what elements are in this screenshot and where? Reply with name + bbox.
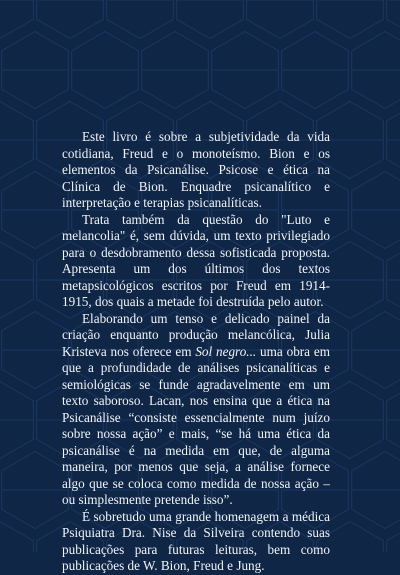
paragraph-4: É sobretudo uma grande homenagem a médica Psiquiatra Dra. Nise da Silveira contendo suas publicações para futuras leituras, bem como publicações de W. Bion, Freud e Jung. xyxy=(62,508,330,573)
paragraph-1: Este livro é sobre a subjetividade da vida cotidiana, Freud e o monoteísmo. Bion e os elementos da Psicanálise. Psicose e ética na Clínica de Bion. Enquadre psicanalítico e interpretação e terapias psicanalíticas. xyxy=(62,129,330,210)
paragraph-3: Elaborando um tenso e delicado painel da criação enquanto produção melancólica, Julia Kristeva nos oferece em Sol negro... uma obra em que a profundidade de análises psicanalíticas e semiológicas se funde agradavelmente em um texto saboroso. Lacan, nos ensina que a ética na Psicanálise “consiste essencialmente num juízo sobre nossa ação” e mais, “se há uma ética da psicanálise é na medida em que, de alguma maneira, por menos que seja, a análise fornece algo que se coloca como medida de nossa ação – ou simplesmente pretende isso”. xyxy=(62,310,330,507)
back-cover-text xyxy=(62,120,330,575)
book-title: Sol negro... xyxy=(195,343,257,359)
paragraph-2: Trata também da questão do "Luto e melancolia" é, sem dúvida, um texto privilegiado para o desdobramento dessa sofisticada proposta. Apresenta um dos últimos dos textos metapsicológicos escritos por Freud em 1914-1915, dos quais a metade foi destruída pelo autor. xyxy=(62,211,330,309)
